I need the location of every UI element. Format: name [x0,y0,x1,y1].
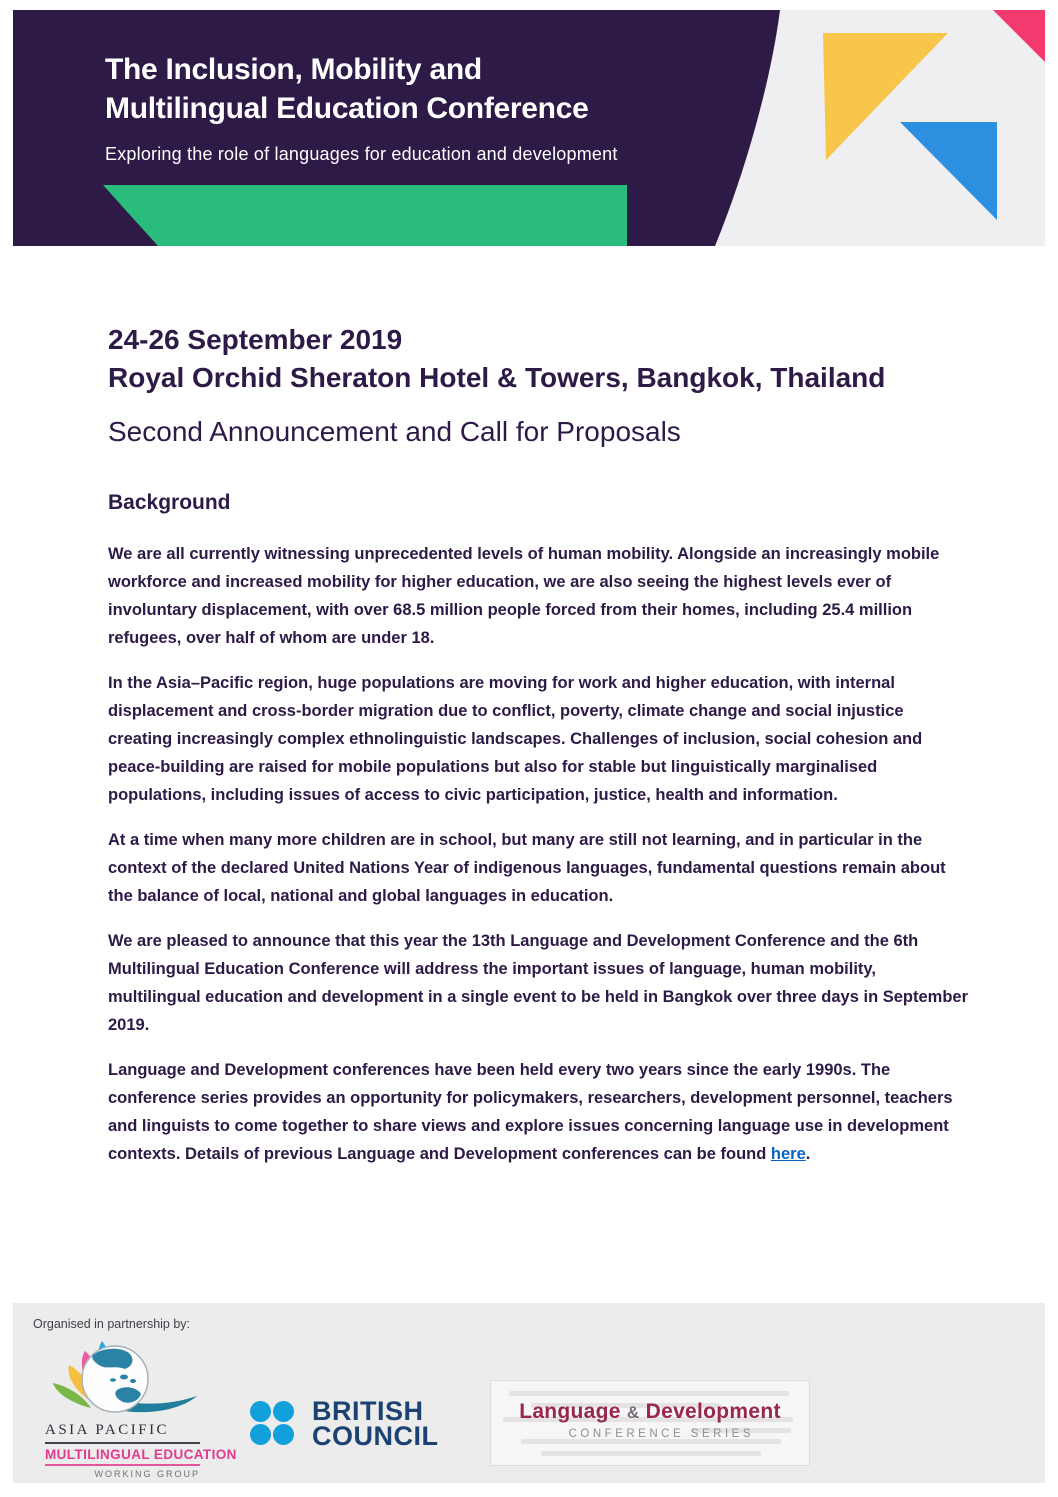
paragraph-asia-pacific: In the Asia–Pacific region, huge populations are moving for work and higher education, with internal displacement and cross-border migration due to conflict, poverty, climate change and social injustice creating increasingly complex ethnolinguistic landscapes. Challenges of inclusion, social cohesion and peace-building are raised for mobile populations but also for stable but linguistically marginalised populations, including issues of access to civic participation, justice, health and information. [108,674,923,804]
language-development-title [491,1400,809,1424]
apmewg-name-line3: WORKING GROUP [94,1469,200,1479]
section-heading-background: Background [108,491,231,514]
apmewg-logo [45,1339,237,1479]
announcement-subheading: Second Announcement and Call for Proposals [108,416,681,447]
british-council-wordmark [312,1396,439,1451]
paragraph-children-school: At a time when many more children are in school, but many are still not learning, and in particular in the context of the declared United Nations Year of indigenous languages, fundamental questions remain about the balance of local, national and global languages in education. [108,831,946,905]
british-council-line2: COUNCIL [312,1421,439,1451]
lad-word-language: Language [519,1400,621,1423]
conference-title-line1: The Inclusion, Mobility and [105,53,482,86]
conference-banner [13,10,1045,246]
partners-label: Organised in partnership by: [33,1317,191,1331]
partners-footer [13,1303,1045,1483]
lad-word-development: Development [645,1400,781,1423]
conference-series-label: CONFERENCE SERIES [568,1428,754,1440]
apmewg-name-line2: MULTILINGUAL EDUCATION [45,1444,200,1466]
previous-conferences-link[interactable]: here [770,1145,806,1163]
event-heading-block [108,321,978,449]
conference-subtitle: Exploring the role of languages for education and development [105,144,618,164]
conference-title-line2: Multilingual Education Conference [105,92,589,125]
paragraph-conference-history [108,1056,968,1168]
event-venue: Royal Orchid Sheraton Hotel & Towers, Bangkok, Thailand [108,362,886,393]
paragraph-conference-history-text: Language and Development conferences have been held every two years since the early 1990s. The conference series provides an opportunity for policymakers, researchers, development personnel, teachers and linguists to come together to share views and explore issues concerning language use in development contexts. Details of previous Language and Development conferences can be found [108,1061,953,1163]
event-dates: 24-26 September 2019 [108,324,403,355]
paragraph-mobility: We are all currently witnessing unprecedented levels of human mobility. Alongside an increasingly mobile workforce and increased mobility for higher education, we are also seeing the highest levels ever of involuntary displacement, with over 68.5 million people forced from their homes, including 25.4 million refugees, over half of whom are under 18. [108,545,940,647]
paragraph-conference-history-suffix: . [805,1145,811,1163]
british-council-logo [245,1398,475,1454]
language-development-logo [490,1380,810,1466]
apmewg-name-line1: ASIA PACIFIC [45,1422,200,1444]
paragraph-announcement: We are pleased to announce that this year the 13th Language and Development Conference and the 6th Multilingual Education Conference will address the important issues of language, human mobility, multilingual education and development in a single event to be held in Bangkok over three days in September 2019. [108,932,969,1034]
lad-ampersand: & [626,1403,640,1422]
british-council-line1: BRITISH [312,1396,424,1426]
body-text [108,540,968,1185]
conference-title [105,50,618,128]
decor-green-parallelogram [103,185,627,246]
apmewg-globe-icon [45,1339,200,1417]
